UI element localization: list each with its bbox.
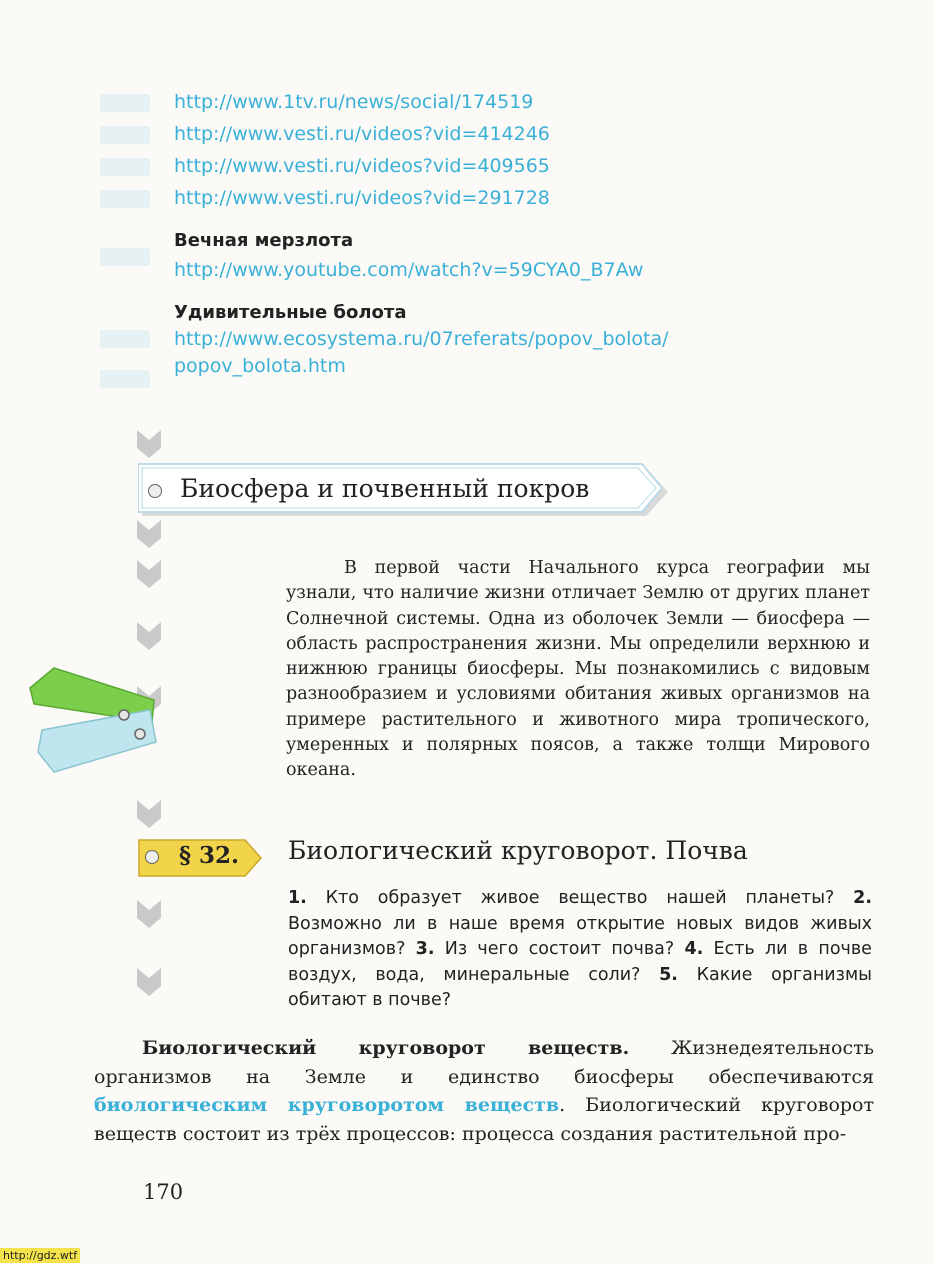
question-text: Возможно ли в наше время открытие новых видов живых организмов?: [288, 913, 872, 959]
question-text: Какие организмы обитают в почве?: [288, 964, 872, 1010]
link-vesti-291728[interactable]: http://www.vesti.ru/videos?vid=291728: [174, 187, 550, 209]
question-number: 1.: [288, 888, 307, 908]
link-swamps-line2[interactable]: popov_bolota.htm: [174, 355, 346, 377]
decorative-strip: [100, 88, 160, 388]
chevron-down-icon: [137, 622, 161, 650]
body-term: биологическим круговоротом веществ: [94, 1094, 560, 1116]
chevron-down-icon: [137, 800, 161, 828]
body-text-1: Жизнедеятельность организмов на Земле и единство биосферы обеспечиваются: [94, 1037, 874, 1088]
link-vesti-409565[interactable]: http://www.vesti.ru/videos?vid=409565: [174, 155, 550, 177]
source-link[interactable]: http://gdz.wtf: [0, 1248, 80, 1263]
body-paragraph: [94, 1034, 874, 1148]
question-number: 2.: [853, 888, 872, 908]
question-number: 3.: [415, 939, 435, 959]
pin-icon: [148, 484, 162, 498]
chevron-down-icon: [137, 430, 161, 458]
section-title: Биосфера и почвенный покров: [180, 474, 590, 503]
chevron-down-icon: [137, 520, 161, 548]
link-permafrost[interactable]: http://www.youtube.com/watch?v=59CYA0_B7Aw: [174, 259, 644, 281]
question-number: 4.: [684, 939, 704, 959]
swamps-title: Удивительные болота: [174, 302, 407, 323]
question-text: Кто образует живое вещество нашей планеты?: [325, 888, 835, 908]
paragraph-tag: [137, 836, 265, 878]
intro-paragraph: В первой части Начального курса географии мы узнали, что наличие жизни отличает Землю от других планет Солнечной системы. Одна из оболочек Земли — биосфера — область распространения жизни. Мы определили верхнюю и нижнюю границы биосферы. Мы познакомились с видовым разнообразием и условиями обитания живых организмов на примере растительного и животного мира тропического, умеренных и полярных поясов, а также толщи Мирового океана.: [286, 558, 870, 781]
link-1tv[interactable]: http://www.1tv.ru/news/social/174519: [174, 91, 534, 113]
chevron-down-icon: [137, 968, 161, 996]
chevron-down-icon: [137, 560, 161, 588]
body-lead: Биологический круговорот веществ.: [142, 1037, 630, 1059]
paragraph-number: § 32.: [179, 842, 240, 869]
paragraph-title: Биологический круговорот. Почва: [288, 836, 748, 865]
link-swamps-line1[interactable]: http://www.ecosystema.ru/07referats/popov_bolota/: [174, 328, 669, 350]
question-number: 5.: [659, 964, 678, 985]
pin-icon: [145, 850, 159, 864]
question-text: Есть ли в почве воздух, вода, минеральные соли?: [288, 939, 872, 985]
question-text: Из чего состоит почва?: [444, 939, 675, 959]
signpost-icon: [24, 660, 164, 780]
link-vesti-414246[interactable]: http://www.vesti.ru/videos?vid=414246: [174, 123, 550, 145]
chevron-down-icon: [137, 900, 161, 928]
page-number: 170: [143, 1180, 184, 1204]
questions-block: [288, 886, 872, 1014]
section-banner: [138, 462, 670, 518]
body-text-2: . Биологический круговорот веществ состоит из трёх процессов: процесса создания растительной про-: [94, 1094, 874, 1145]
permafrost-title: Вечная мерзлота: [174, 230, 354, 251]
links-block: [174, 86, 734, 380]
